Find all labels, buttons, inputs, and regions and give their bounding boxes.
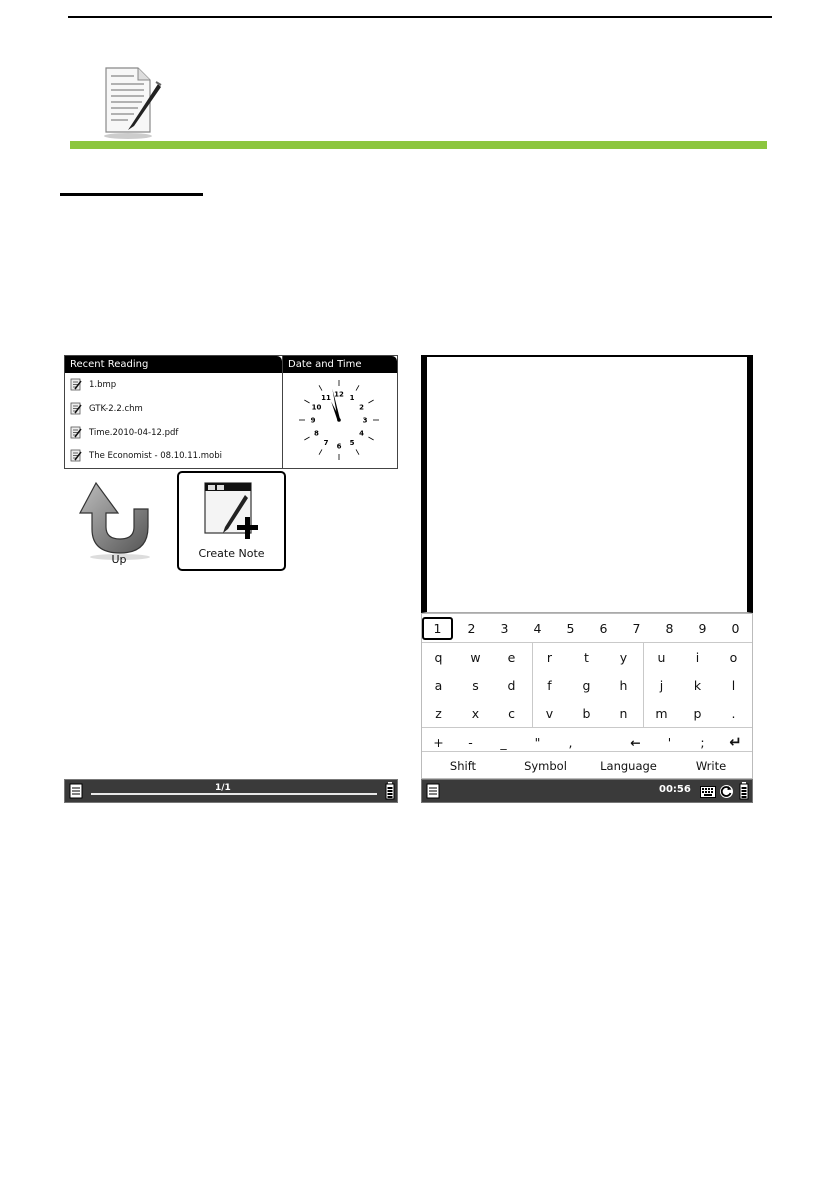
clock-number: 10 [311, 403, 322, 412]
recent-item-label: GTK-2.2.chm [89, 404, 143, 414]
symbol-key[interactable]: Symbol [524, 759, 567, 773]
key-z[interactable]: z [435, 706, 442, 721]
date-time-title: Date and Time [283, 356, 397, 373]
key-w[interactable]: w [470, 650, 481, 665]
key-k[interactable]: k [693, 678, 702, 693]
clock-tick [368, 437, 373, 440]
key-e[interactable]: e [507, 650, 516, 665]
recent-item[interactable] [69, 375, 116, 395]
key-comma[interactable]: , [568, 735, 573, 750]
status-bar [421, 779, 753, 803]
recent-item-label: Time.2010-04-12.pdf [89, 428, 179, 438]
key-p[interactable]: p [693, 706, 702, 721]
key-u[interactable]: u [657, 650, 666, 665]
clock-number: 5 [349, 439, 355, 448]
battery-icon [385, 782, 395, 800]
keyboard-row-letters-3 [422, 699, 752, 728]
date-time-panel [282, 355, 398, 469]
clock-number: 2 [359, 403, 364, 412]
recent-item[interactable] [69, 446, 222, 466]
key-g[interactable]: g [582, 678, 591, 693]
backspace-key[interactable]: ← [630, 735, 641, 750]
file-icon [69, 449, 83, 463]
key-i[interactable]: i [695, 650, 700, 665]
key-h[interactable]: h [619, 678, 628, 693]
create-note-label: Create Note [198, 547, 265, 560]
clock-number: 6 [336, 442, 342, 451]
clock-time: 00:56 [659, 784, 691, 795]
key-5[interactable]: 5 [566, 621, 575, 636]
recent-item-label: The Economist - 08.10.11.mobi [89, 451, 223, 461]
clock-number: 1 [349, 393, 355, 402]
clock-number: 12 [334, 390, 344, 399]
key-apostrophe[interactable]: ' [667, 735, 672, 750]
clock-tick [319, 449, 322, 454]
menu-icon[interactable] [69, 783, 83, 799]
key-o[interactable]: o [729, 650, 738, 665]
recent-item[interactable] [69, 399, 143, 419]
clock-number: 11 [321, 393, 331, 402]
clock-tick [319, 385, 322, 390]
key-period[interactable]: . [731, 706, 736, 721]
key-j[interactable]: j [659, 678, 664, 693]
analog-clock [283, 373, 397, 468]
recent-item-label: 1.bmp [89, 380, 117, 390]
keyboard-divider [532, 642, 533, 727]
key-v[interactable]: v [545, 706, 554, 721]
note-editor-screen [421, 355, 753, 803]
write-key[interactable]: Write [695, 759, 727, 773]
section-heading-underline [60, 193, 203, 196]
recent-item[interactable] [69, 423, 178, 443]
clock-number: 9 [310, 416, 316, 425]
keyboard-row-letters-1 [422, 642, 752, 671]
key-2[interactable]: 2 [467, 621, 476, 636]
up-arrow-icon [78, 479, 158, 561]
keyboard-divider [643, 642, 644, 727]
refresh-icon[interactable] [719, 784, 734, 799]
key-n[interactable]: n [619, 706, 628, 721]
keyboard-row-letters-2 [422, 671, 752, 700]
clock-number: 7 [323, 439, 329, 448]
key-x[interactable]: x [471, 706, 480, 721]
key-plus[interactable]: + [433, 735, 444, 750]
key-m[interactable]: m [655, 706, 668, 721]
up-button[interactable] [64, 479, 174, 571]
recent-reading-title: Recent Reading [65, 356, 282, 373]
file-icon [69, 426, 83, 440]
key-y[interactable]: y [619, 650, 628, 665]
section-divider-bar [70, 141, 767, 149]
key-semicolon[interactable]: ; [700, 735, 705, 750]
key-underscore[interactable]: _ [500, 735, 507, 750]
language-key[interactable]: Language [600, 759, 657, 773]
key-a[interactable]: a [434, 678, 443, 693]
file-icon [69, 402, 83, 416]
clock-number: 4 [359, 429, 364, 438]
keyboard-icon[interactable] [700, 786, 716, 798]
battery-icon [739, 782, 749, 800]
recent-reading-panel [64, 355, 283, 469]
create-note-icon [201, 479, 261, 541]
key-0[interactable]: 0 [731, 621, 740, 636]
key-b[interactable]: b [582, 706, 591, 721]
keyboard-row-functions [422, 751, 752, 779]
status-bar [64, 779, 398, 803]
home-screen [64, 355, 398, 803]
create-note-button[interactable] [177, 471, 286, 571]
key-8[interactable]: 8 [665, 621, 674, 636]
key-l[interactable]: l [731, 678, 736, 693]
key-c[interactable]: c [508, 706, 515, 721]
note-canvas[interactable] [421, 355, 753, 613]
clock-tick [368, 400, 373, 403]
enter-key[interactable]: ↵ [729, 733, 742, 751]
virtual-keyboard [421, 613, 753, 779]
key-f[interactable]: f [547, 678, 552, 693]
clock-tick [356, 385, 359, 390]
page-indicator: 1/1 [215, 783, 231, 793]
key-9[interactable]: 9 [698, 621, 707, 636]
key-6[interactable]: 6 [599, 621, 608, 636]
menu-icon[interactable] [426, 783, 440, 799]
clock-number: 8 [314, 429, 319, 438]
key-t[interactable]: t [584, 650, 589, 665]
page-progress-bar [91, 793, 377, 795]
clock-tick [356, 449, 359, 454]
key-4[interactable]: 4 [533, 621, 542, 636]
keyboard-row-digits [422, 614, 752, 643]
clock-center [337, 418, 341, 422]
file-icon [69, 378, 83, 392]
key-minus[interactable]: - [468, 735, 473, 750]
key-d[interactable]: d [507, 678, 516, 693]
key-1[interactable]: 1 [422, 617, 453, 640]
key-s[interactable]: s [472, 678, 479, 693]
shift-key[interactable]: Shift [449, 759, 477, 773]
clock-number: 3 [362, 416, 368, 425]
key-q[interactable]: q [434, 650, 443, 665]
document-pen-icon [98, 64, 162, 140]
key-quote[interactable]: " [534, 735, 541, 750]
clock-tick [304, 400, 309, 403]
key-3[interactable]: 3 [500, 621, 509, 636]
top-rule [68, 16, 772, 18]
up-label: Up [111, 553, 127, 566]
key-r[interactable]: r [546, 650, 553, 665]
clock-tick [304, 437, 309, 440]
key-7[interactable]: 7 [632, 621, 641, 636]
